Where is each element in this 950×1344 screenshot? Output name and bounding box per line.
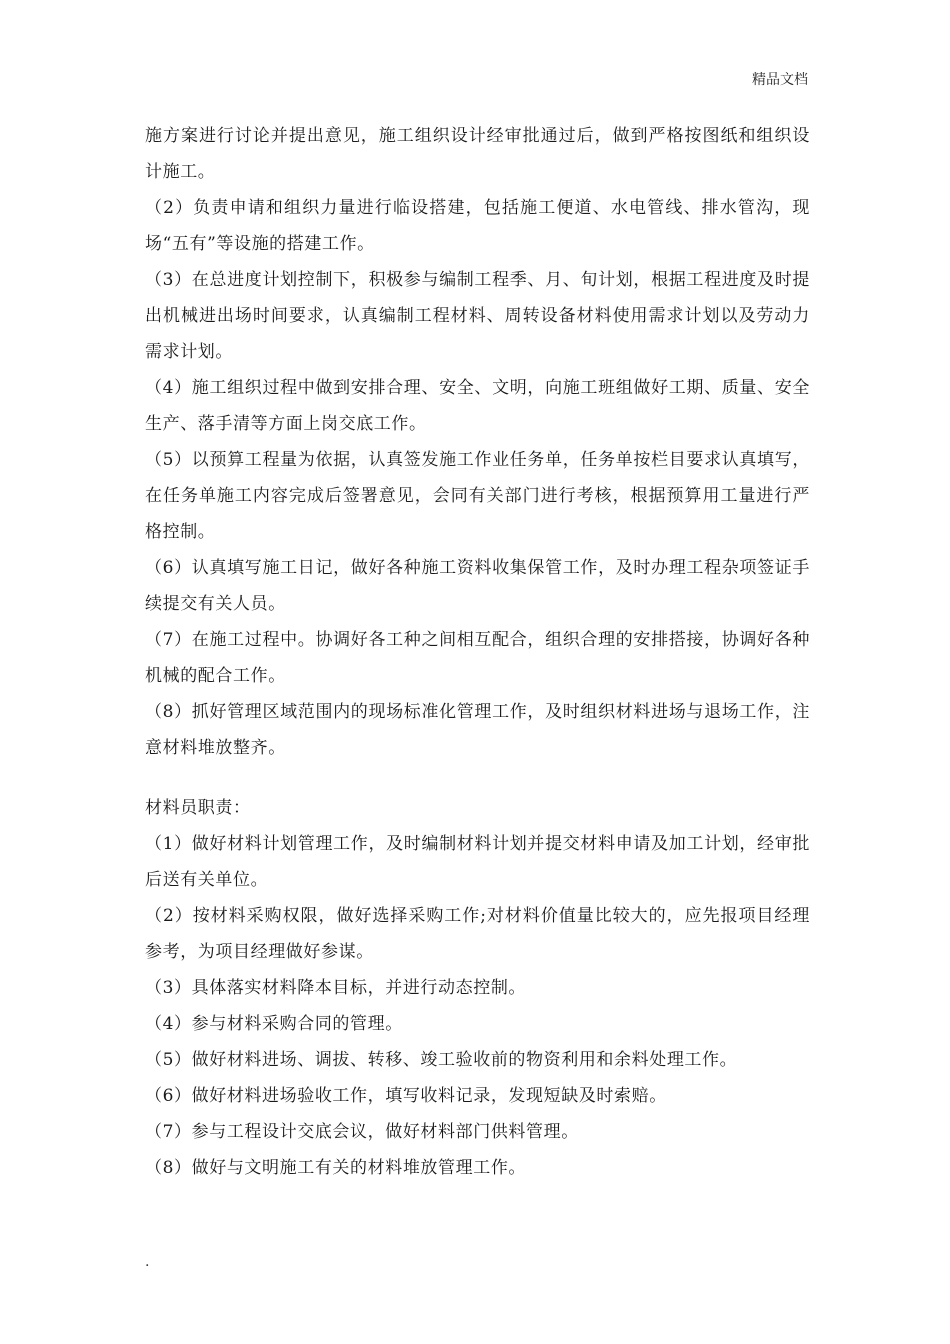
list-item: （7）在施工过程中。协调好各工种之间相互配合，组织合理的安排搭接，协调好各种机械的配合工作。 <box>145 630 810 686</box>
list-item: （2）按材料采购权限，做好选择采购工作;对材料价值量比较大的，应先报项目经理参考，为项目经理做好参谋。 <box>145 906 810 962</box>
list-item: （3）具体落实材料降本目标，并进行动态控制。 <box>145 978 527 998</box>
document-body <box>145 118 810 1186</box>
list-item: （1）做好材料计划管理工作，及时编制材料计划并提交材料申请及加工计划，经审批后送有关单位。 <box>145 834 810 890</box>
list-item: （4）参与材料采购合同的管理。 <box>145 1014 403 1034</box>
list-item: （3）在总进度计划控制下，积极参与编制工程季、月、旬计划，根据工程进度及时提出机械进出场时间要求，认真编制工程材料、周转设备材料使用需求计划以及劳动力需求计划。 <box>145 270 810 362</box>
page-header: 精品文档 <box>752 72 808 88</box>
construction-duties-list <box>145 118 810 766</box>
list-item: （6）认真填写施工日记，做好各种施工资料收集保管工作，及时办理工程杂项签证手续提交有关人员。 <box>145 558 810 614</box>
list-item: 施方案进行讨论并提出意见，施工组织设计经审批通过后，做到严格按图纸和组织设计施工。 <box>145 126 810 182</box>
list-item: （8）抓好管理区域范围内的现场标准化管理工作，及时组织材料进场与退场工作，注意材料堆放整齐。 <box>145 702 810 758</box>
section-divider-space <box>145 766 810 790</box>
section-heading: 材料员职责： <box>145 798 251 818</box>
list-item: （2）负责申请和组织力量进行临设搭建，包括施工便道、水电管线、排水管沟，现场“五有”等设施的搭建工作。 <box>145 198 810 254</box>
list-item: （4）施工组织过程中做到安排合理、安全、文明，向施工班组做好工期、质量、安全生产、落手清等方面上岗交底工作。 <box>145 378 810 434</box>
list-item: （7）参与工程设计交底会议，做好材料部门供料管理。 <box>145 1122 579 1142</box>
list-item: （5）做好材料进场、调拔、转移、竣工验收前的物资利用和余料处理工作。 <box>145 1050 738 1070</box>
page-footer-mark: . <box>145 1254 150 1270</box>
list-item: （6）做好材料进场验收工作，填写收料记录，发现短缺及时索赔。 <box>145 1086 667 1106</box>
list-item: （5）以预算工程量为依据，认真签发施工作业任务单，任务单按栏目要求认真填写，在任务单施工内容完成后签署意见，会同有关部门进行考核，根据预算用工量进行严格控制。 <box>145 450 810 542</box>
list-item: （8）做好与文明施工有关的材料堆放管理工作。 <box>145 1158 527 1178</box>
material-duties-list <box>145 826 810 1186</box>
